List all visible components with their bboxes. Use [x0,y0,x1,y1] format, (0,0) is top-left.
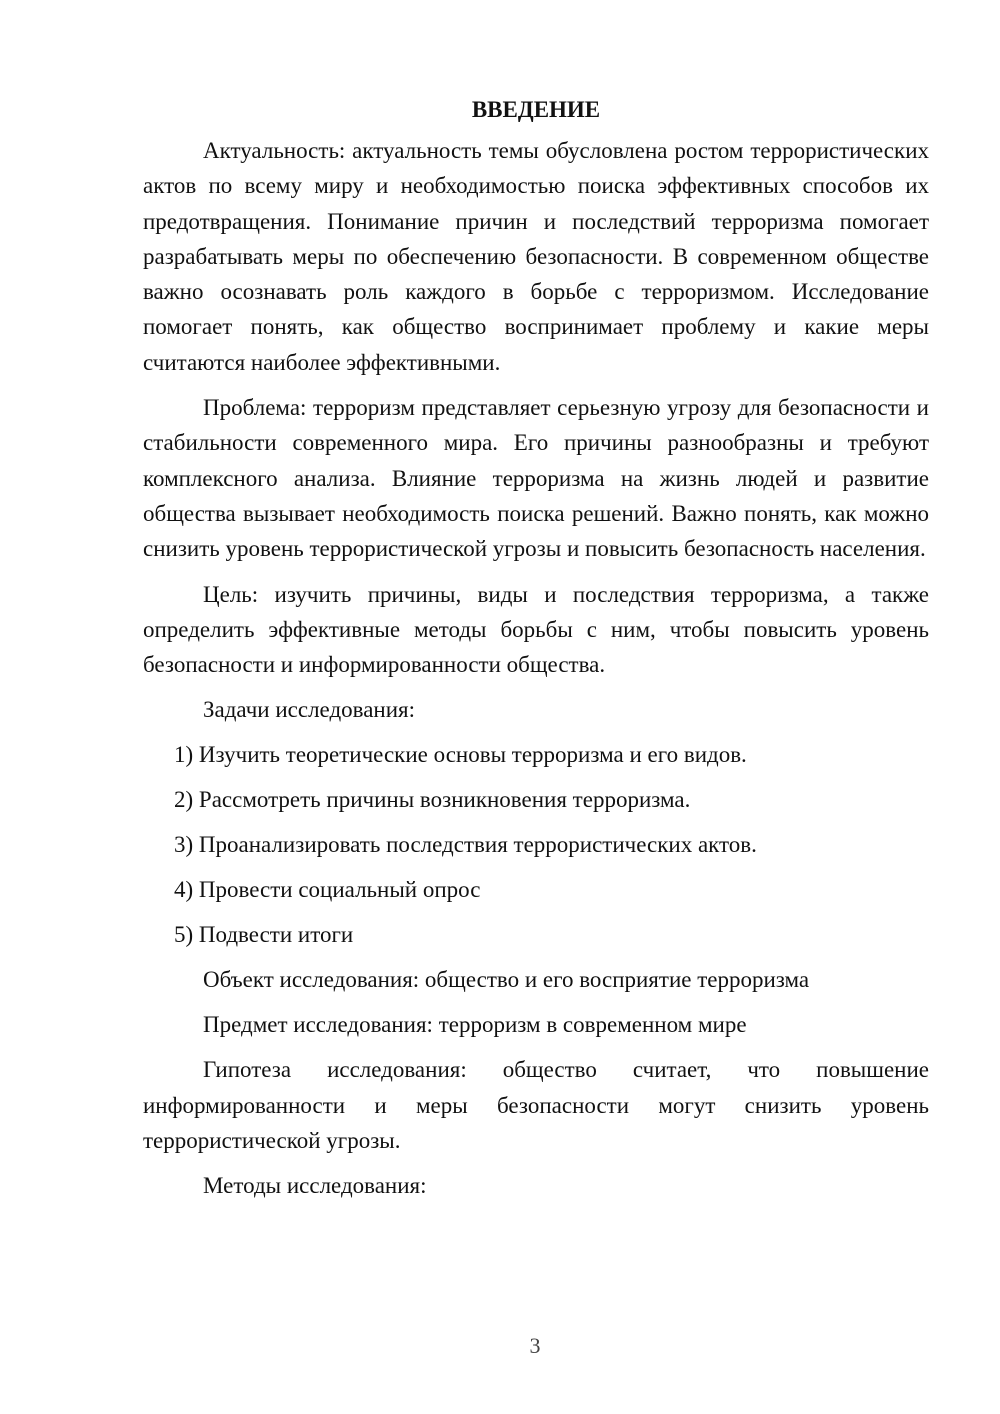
problem-paragraph: Проблема: терроризм представляет серьезную угрозу для безопасности и стабильности современного мира. Его причины разнообразны и требуют комплексного анализа. Влияние терроризма на жизнь людей и развитие общества вызывает необходимость поиска решений. Важно понять, как можно снизить уровень террористической угрозы и повысить безопасность населения. [143,395,929,562]
task-item: 5) Подвести итоги [174,922,354,948]
tasks-heading: Задачи исследования: [203,697,416,723]
task-item: 4) Провести социальный опрос [174,877,481,903]
goal-paragraph: Цель: изучить причины, виды и последствия терроризма, а также определить эффективные методы борьбы с ним, чтобы повысить уровень безопасности и информированности общества. [143,581,929,678]
hypothesis-paragraph: Гипотеза исследования: общество считает, что повышение информированности и меры безопасности могут снизить уровень террористической угрозы. [143,1057,929,1154]
methods-heading: Методы исследования: [203,1173,427,1199]
page-content [143,92,929,1213]
page-number: 3 [529,1333,541,1358]
research-object: Объект исследования: общество и его восприятие терроризма [203,967,810,993]
task-item: 3) Проанализировать последствия террористических актов. [174,832,757,858]
task-item: 1) Изучить теоретические основы терроризма и его видов. [174,742,747,768]
relevance-paragraph: Актуальность: актуальность темы обусловлена ростом террористических актов по всему миру и необходимостью поиска эффективных способов их предотвращения. Понимание причин и последствий терроризма помогает разрабатывать меры по обеспечению безопасности. В современном обществе важно осознавать роль каждого в борьбе с терроризмом. Исследование помогает понять, как общество воспринимает проблему и какие меры считаются наиболее эффективными. [143,138,929,375]
page-title: ВВЕДЕНИЕ [471,97,601,122]
research-subject: Предмет исследования: терроризм в современном мире [203,1012,747,1038]
task-item: 2) Рассмотреть причины возникновения терроризма. [174,787,691,813]
